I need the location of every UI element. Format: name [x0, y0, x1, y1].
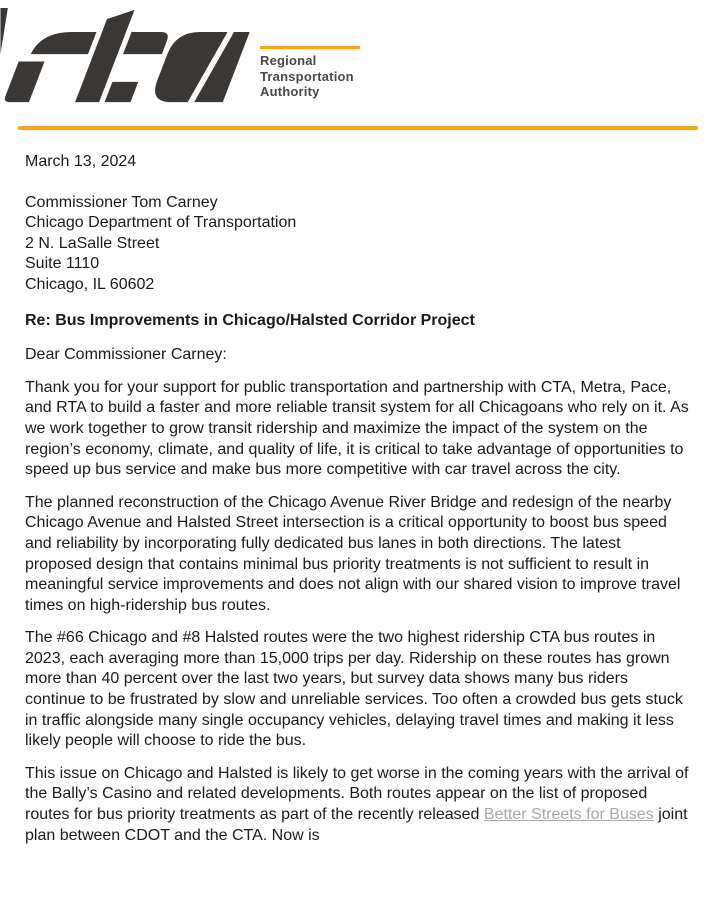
logo-text-line: Regional [260, 53, 317, 68]
salutation: Dear Commissioner Carney: [25, 346, 227, 364]
closing-text-before: This issue on Chicago and Halsted is likely to get worse in the coming years with the arrival of the Bally’s Casino and related developments. Both routes appear on the list of proposed routes for bus priority treatments as part of the recently released [25, 764, 689, 824]
recipient-address [25, 193, 689, 296]
letter-date: March 13, 2024 [25, 153, 137, 170]
closing-paragraph [25, 764, 689, 846]
closing-text-after: joint plan between CDOT and the CTA. Now is [25, 806, 688, 844]
paragraph-1: Thank you for your support for public transportation and partnership with CTA, Metra, Pace, and RTA to build a faster and more reliable transit system for all Chicagoans who rely on it. As we work together to grow transit ridership and maximize the impact of the system on the region’s economy, climate, and quality of life, it is critical to take advantage of opportunities to speed up bus service and make bus more competitive with car travel across the city. [25, 378, 689, 479]
address-line: 2 N. LaSalle Street [25, 234, 160, 252]
address-line: Chicago Department of Transportation [25, 214, 297, 232]
rta-logo-icon [0, 8, 252, 104]
logo-text-line: Authority [260, 84, 320, 99]
better-streets-for-buses-link[interactable]: Better Streets for Buses [483, 806, 654, 824]
address-line: Commissioner Tom Carney [25, 193, 218, 211]
logo-accent-line [260, 46, 360, 49]
logo-text-line: Transportation [260, 68, 354, 84]
letterhead [0, 0, 710, 126]
paragraph-3: The #66 Chicago and #8 Halsted routes were the two highest ridership CTA bus routes in 2023, each averaging more than 15,000 trips per day. Ridership on these routes has grown more than 40 percent over the last two years, but survey data shows many bus riders continue to be frustrated by slow and unreliable services. Too often a crowded bus gets stuck in traffic alongside many single occupancy vehicles, delaying travel times and making it less likely people will choose to ride the bus. [25, 629, 683, 750]
address-line: Suite 1110 [25, 255, 100, 273]
paragraph-2: The planned reconstruction of the Chicago Avenue River Bridge and redesign of the nearby Chicago Avenue and Halsted Street intersection is a critical opportunity to boost bus speed and reliability by incorporating fully dedicated bus lanes in both directions. The latest proposed design that contains minimal bus priority treatments is not sufficient to result in meaningful service improvements and does not align with our shared vision to improve travel times on high-ridership bus routes. [25, 493, 681, 614]
subject-line: Re: Bus Improvements in Chicago/Halsted Corridor Project [25, 311, 475, 329]
logo-wordmark [260, 53, 354, 100]
address-line: Chicago, IL 60602 [25, 275, 155, 293]
letter-body [0, 130, 710, 846]
